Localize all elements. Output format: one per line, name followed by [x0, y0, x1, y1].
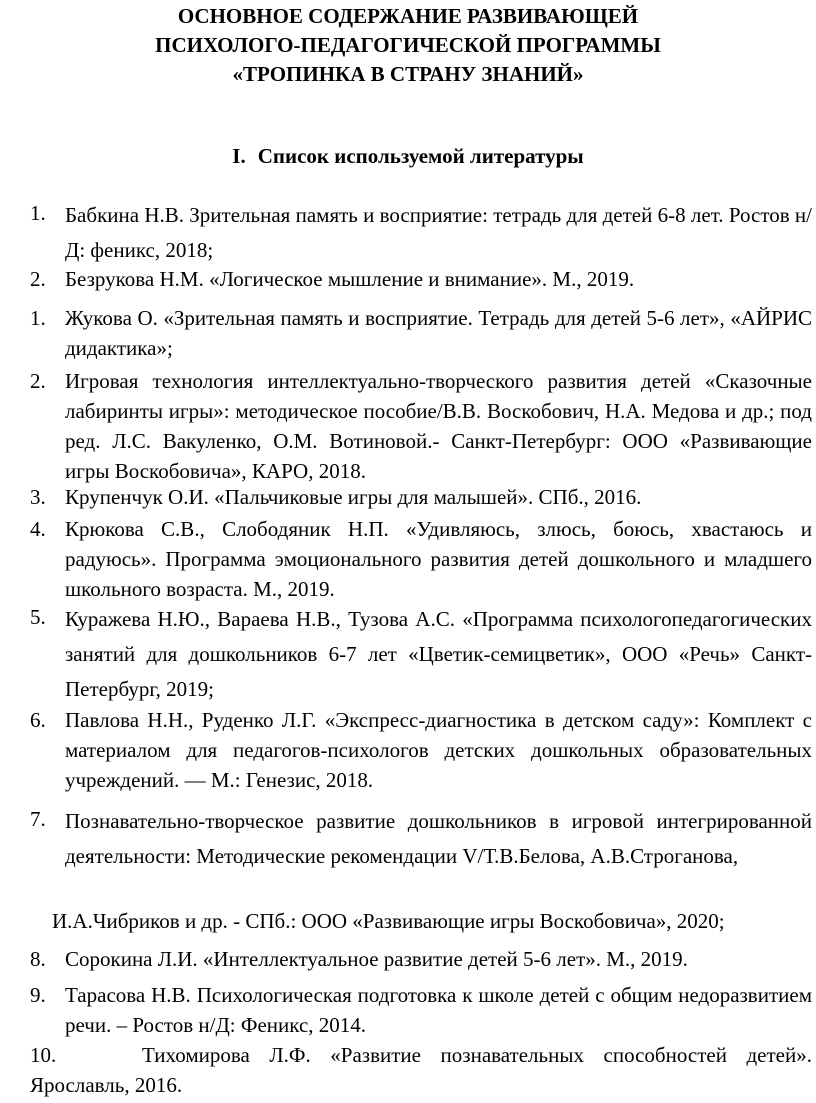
- list-item-number: 1.: [30, 306, 46, 330]
- section-title: Список используемой литературы: [257, 144, 584, 168]
- list-item-text: Павлова Н.Н., Руденко Л.Г. «Экспресс-диагностика в детском саду»: Комплект с материалом для педагогов-психологов детских дошкольных образовательных учреждений. — М.: Генезис, 2018.: [65, 708, 812, 792]
- document-title: [0, 2, 816, 89]
- list-item: [30, 804, 812, 874]
- list-item-text: Безрукова Н.М. «Логическое мышление и внимание». М., 2019.: [65, 267, 635, 291]
- list-item-text: Бабкина Н.В. Зрительная память и восприятие: тетрадь для детей 6-8 лет. Ростов н/Д: феникс, 2018;: [65, 203, 812, 262]
- list-item: [30, 980, 812, 1040]
- list-item-text: Жукова О. «Зрительная память и восприятие. Тетрадь для детей 5-6 лет», «АЙРИС дидактика»;: [65, 306, 812, 360]
- list-item: [30, 705, 812, 795]
- list-item-text: Познавательно-творческое развитие дошкольников в игровой интегрированной деятельности: Методические рекомендации V/Т.В.Белова, А.В.Строганова,: [65, 809, 812, 868]
- list-item: [30, 366, 812, 486]
- section-number: I.: [232, 144, 246, 168]
- list-item-text: Тарасова Н.В. Психологическая подготовка к школе детей с общим недоразвитием речи. – Ростов н/Д: Феникс, 2014.: [65, 983, 812, 1037]
- list-item-continuation: И.А.Чибриков и др. - СПб.: ООО «Развивающие игры Воскобовича», 2020;: [52, 909, 725, 933]
- list-item-number: 10.: [30, 1043, 57, 1067]
- list-item-number: 6.: [30, 708, 46, 732]
- list-item: [30, 944, 812, 974]
- list-item-number: 4.: [30, 517, 46, 541]
- list-item-number: 7.: [30, 807, 46, 831]
- list-item-text-line2: Ярославль, 2016.: [30, 1073, 183, 1097]
- list-item-number: 9.: [30, 983, 46, 1007]
- list-item: [30, 264, 812, 294]
- list-item-number: 5.: [30, 605, 46, 629]
- title-line-3: «ТРОПИНКА В СТРАНУ ЗНАНИЙ»: [232, 62, 584, 86]
- list-item: [30, 514, 812, 604]
- list-item: [30, 198, 812, 268]
- title-line-1: ОСНОВНОЕ СОДЕРЖАНИЕ РАЗВИВАЮЩЕЙ: [177, 4, 639, 28]
- list-item: [30, 602, 812, 707]
- list-item: [30, 1040, 812, 1100]
- list-item-number: 1.: [30, 201, 46, 225]
- list-item-text: Сорокина Л.И. «Интеллектуальное развитие детей 5-6 лет». М., 2019.: [65, 947, 688, 971]
- list-item: [30, 303, 812, 363]
- list-item-text: Игровая технология интеллектуально-творческого развития детей «Сказочные лабиринты игры»: методическое пособие/В.В. Воскобович, Н.А. Медова и др.; под ред. Л.С. Вакуленко, О.М. Вотиновой.- Санкт-Петербург: ООО «Развивающие игры Воскобовича», КАРО, 2018.: [65, 369, 812, 483]
- list-item-number: 2.: [30, 267, 46, 291]
- section-heading: [0, 142, 816, 171]
- list-item-text: Тихомирова Л.Ф. «Развитие познавательных способностей детей».: [142, 1043, 812, 1067]
- title-line-2: ПСИХОЛОГО-ПЕДАГОГИЧЕСКОЙ ПРОГРАММЫ: [155, 33, 661, 57]
- list-item-number: 3.: [30, 485, 46, 509]
- list-item-text: Куражева Н.Ю., Вараева Н.В., Тузова А.С. «Программа психологопедагогических занятий для дошкольников 6-7 лет «Цветик-семицветик», ООО «Речь» Санкт-Петербург, 2019;: [65, 607, 812, 701]
- list-item-number: 2.: [30, 369, 46, 393]
- list-item: [30, 482, 812, 512]
- list-item-text: Крюкова С.В., Слободяник Н.П. «Удивляюсь, злюсь, боюсь, хвастаюсь и радуюсь». Программа эмоционального развития детей дошкольного и младшего школьного возраста. М., 2019.: [65, 517, 812, 601]
- list-item-number: 8.: [30, 947, 46, 971]
- list-item-text: Крупенчук О.И. «Пальчиковые игры для малышей». СПб., 2016.: [65, 485, 642, 509]
